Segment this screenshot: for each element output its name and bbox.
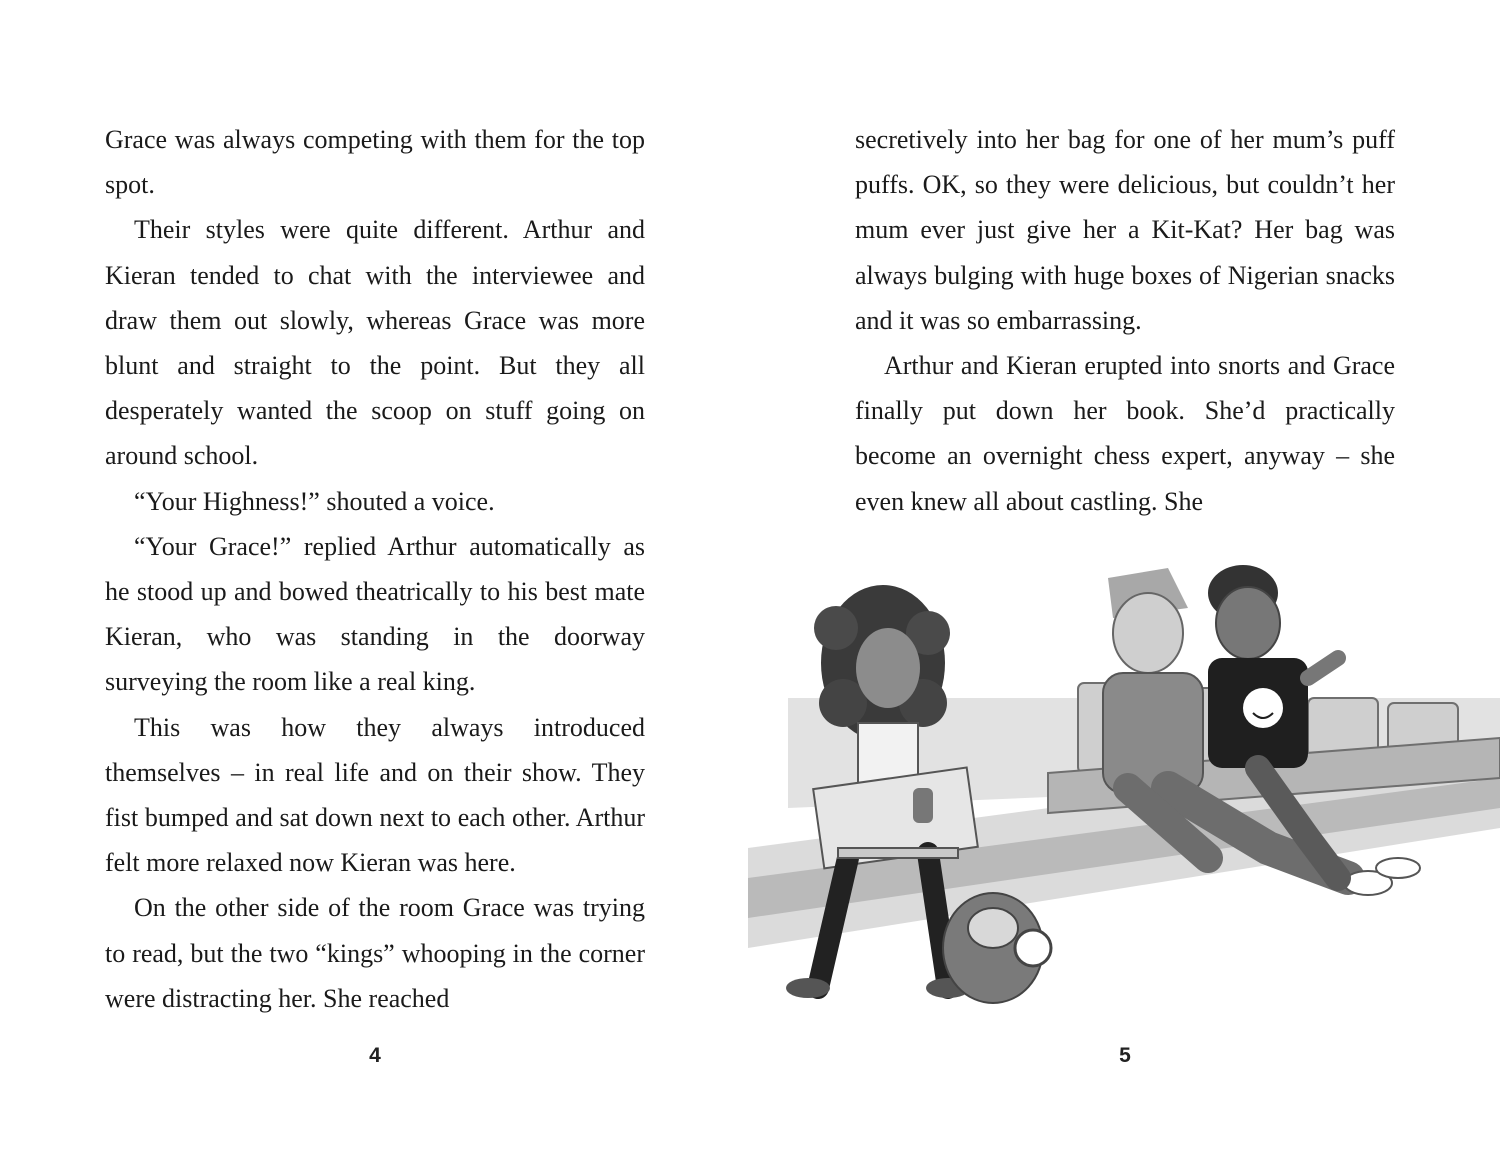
paragraph: Arthur and Kieran erupted into snorts and Grace finally put down her book. She’d practically become an overnight chess expert, anyway – she even knew all about castling. She [855,351,1395,516]
left-page-text [105,117,645,1021]
paragraph: This was how they always introduced themselves – in real life and on their show. They fist bumped and sat down next to each other. Arthur felt more relaxed now Kieran was here. [105,712,645,878]
paragraph: secretively into her bag for one of her mum’s puff puffs. OK, so they were delicious, but couldn’t her mum ever just give her a Kit-Kat? Her bag was always bulging with huge boxes of Nigerian snacks and it was so embarrassing. [855,125,1395,335]
page-number: 5 [1119,1044,1131,1067]
paragraph: “Your Highness!” shouted a voice. [134,486,495,516]
paragraph: On the other side of the room Grace was trying to read, but the two “kings” whooping in the corner were distracting her. She reached [105,893,645,1013]
paragraph: Grace was always competing with them for the top spot. [105,125,645,200]
chess-club-illustration [748,548,1500,1008]
right-page-text [855,117,1395,524]
paragraph: Their styles were quite different. Arthur and Kieran tended to chat with the interviewee and draw them out slowly, whereas Grace was more blunt and straight to the point. But they all desperately wanted the scoop on stuff going on around school. [105,215,645,471]
paragraph: “Your Grace!” replied Arthur automatically as he stood up and bowed theatrically to his best mate Kieran, who was standing in the doorway surveying the room like a real king. [105,531,645,697]
page-number: 4 [369,1044,381,1067]
